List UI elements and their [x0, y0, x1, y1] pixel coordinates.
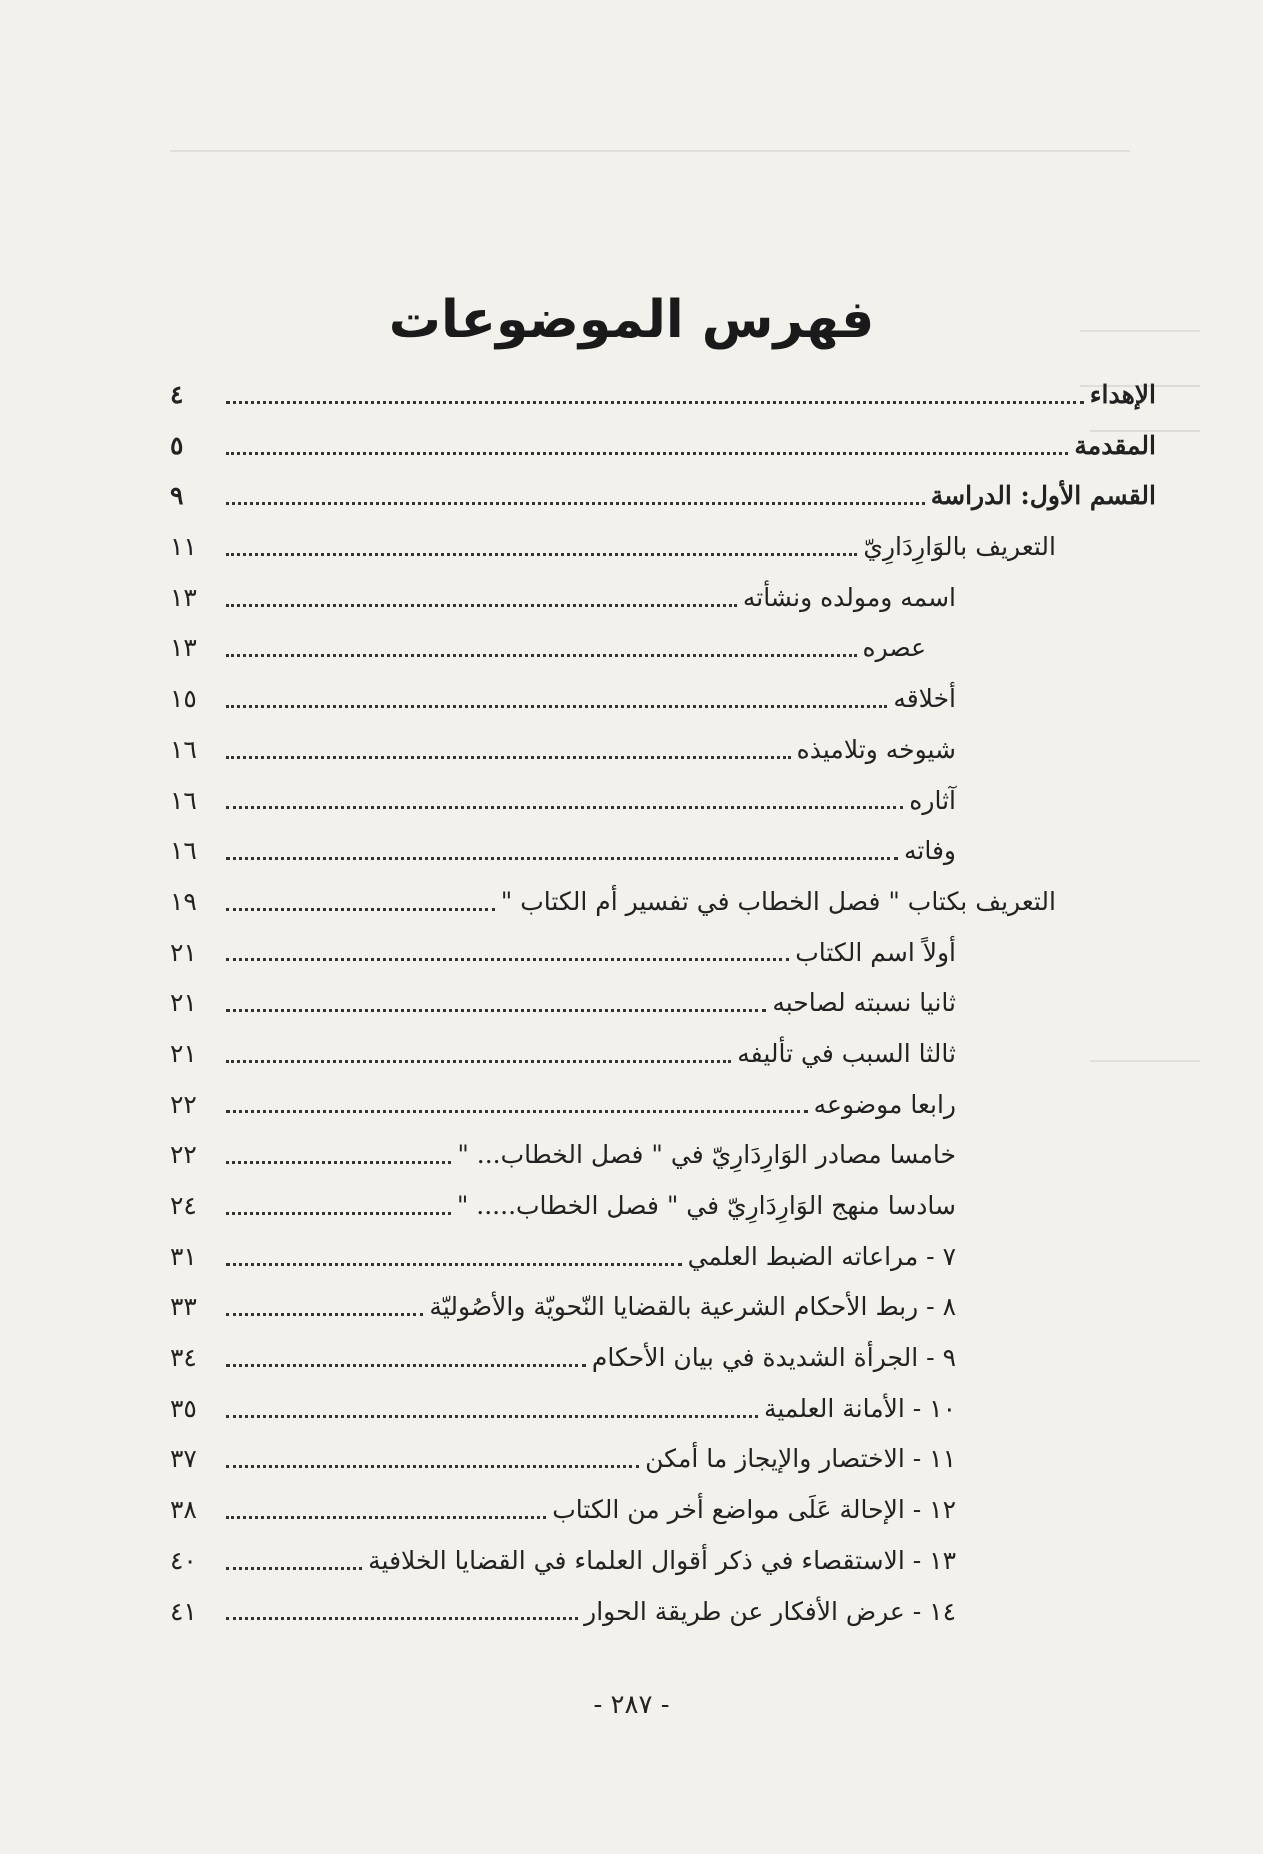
- toc-entry[interactable]: [170, 1434, 1156, 1485]
- page-number: - ٢٨٧ -: [593, 1690, 670, 1720]
- toc-entry[interactable]: [170, 1384, 1156, 1435]
- toc-entry-title: رابعا موضوعه: [813, 1089, 956, 1119]
- leader-dots: [226, 582, 737, 607]
- leader-dots: [226, 531, 857, 556]
- leader-dots: [226, 683, 887, 708]
- page-title: فهرس الموضوعات: [388, 290, 875, 350]
- toc-entry-page: ١١: [170, 532, 197, 562]
- leader-dots: [226, 1038, 731, 1063]
- toc-entry[interactable]: [170, 776, 1156, 827]
- toc-entry-page: ٢٤: [170, 1191, 197, 1220]
- leader-dots: [226, 1595, 578, 1620]
- toc-entry-title: عصره: [862, 633, 926, 663]
- toc-entry-page: ٩: [170, 481, 184, 511]
- toc-entry-title: ثالثا السبب في تأليفه: [737, 1038, 956, 1068]
- toc-entry-page: ٥: [170, 430, 184, 460]
- toc-entry-title: المقدمة: [1074, 430, 1156, 460]
- leader-dots: [226, 835, 898, 860]
- toc-entry-page: ١٦: [170, 836, 197, 866]
- toc-entry-title: ١٢ - الإحالة عَلَى مواضع أخر من الكتاب: [552, 1495, 956, 1525]
- toc-entry-title: ٧ - مراعاته الضبط العلمي: [687, 1241, 956, 1271]
- toc-entry-title: شيوخه وتلاميذه: [796, 734, 956, 764]
- leader-dots: [226, 784, 903, 809]
- toc-entry[interactable]: [170, 1485, 1156, 1536]
- leader-dots: [226, 987, 766, 1012]
- toc-entry[interactable]: [170, 1130, 1156, 1181]
- toc-entry-page: ١٣: [170, 633, 197, 663]
- toc-entry-page: ٣٥: [170, 1393, 197, 1423]
- toc-entry[interactable]: [170, 928, 1156, 979]
- toc-entry-page: ٢٢: [170, 1140, 197, 1170]
- toc-entry[interactable]: [170, 1333, 1156, 1384]
- toc-entry-title: أخلاقه: [893, 684, 956, 714]
- toc-entry[interactable]: [170, 674, 1156, 725]
- toc-entry-title: القسم الأول: الدراسة: [930, 481, 1156, 511]
- toc-entry[interactable]: [170, 1029, 1156, 1080]
- toc-entry[interactable]: [170, 573, 1156, 624]
- leader-dots: [226, 632, 857, 657]
- toc-entry-page: ٣٤: [170, 1343, 197, 1373]
- toc-entry-title: خامسا مصادر الوَارِدَارِيّ في " فصل الخطاب... ": [457, 1140, 956, 1170]
- toc-entry-page: ٣٨: [170, 1495, 197, 1525]
- leader-dots: [226, 1088, 808, 1113]
- toc-entry-page: ٣٣: [170, 1292, 197, 1322]
- toc-entry-title: التعريف بكتاب " فصل الخطاب في تفسير أم الكتاب ": [500, 886, 1056, 916]
- toc-entry-title: وفاته: [903, 836, 956, 866]
- toc-entry-title: سادسا منهج الوَارِدَارِيّ في " فصل الخطاب..... ": [456, 1191, 956, 1220]
- toc-entry-page: ٤: [170, 380, 184, 409]
- toc-entry-page: ٤١: [170, 1596, 197, 1626]
- toc-entry[interactable]: [170, 471, 1156, 522]
- toc-entry-page: ٤٠: [170, 1545, 197, 1575]
- toc-entry-title: ثانيا نسبته لصاحبه: [772, 988, 956, 1018]
- toc-entry[interactable]: [170, 1181, 1156, 1232]
- toc-entry[interactable]: [170, 1536, 1156, 1587]
- toc-entry[interactable]: [170, 370, 1156, 421]
- toc-entry-title: ٩ - الجرأة الشديدة في بيان الأحكام: [591, 1343, 956, 1373]
- toc-entry[interactable]: [170, 522, 1156, 573]
- leader-dots: [226, 886, 495, 911]
- toc-entry[interactable]: [170, 877, 1156, 928]
- leader-dots: [226, 1494, 546, 1519]
- leader-dots: [226, 1190, 451, 1215]
- toc-entry[interactable]: [170, 1232, 1156, 1283]
- leader-dots: [226, 1342, 586, 1367]
- toc-entry-title: أولاً اسم الكتاب: [795, 937, 956, 967]
- toc-entry[interactable]: [170, 826, 1156, 877]
- leader-dots: [226, 379, 1084, 404]
- leader-dots: [226, 430, 1068, 455]
- toc-entry[interactable]: [170, 1587, 1156, 1638]
- toc-entry-page: ٢١: [170, 988, 197, 1018]
- leader-dots: [226, 1291, 423, 1316]
- toc-entry-title: اسمه ومولده ونشأته: [742, 582, 956, 612]
- leader-dots: [226, 936, 789, 961]
- toc-entry-page: ٣١: [170, 1241, 197, 1271]
- toc-entry-page: ٢٢: [170, 1089, 197, 1119]
- toc-entry[interactable]: [170, 978, 1156, 1029]
- toc-entry-page: ٢١: [170, 1038, 197, 1068]
- table-of-contents: [170, 370, 1156, 1637]
- toc-entry[interactable]: [170, 725, 1156, 776]
- toc-entry-title: آثاره: [909, 785, 956, 815]
- leader-dots: [226, 480, 925, 505]
- toc-entry-title: ١٠ - الأمانة العلمية: [763, 1393, 956, 1423]
- toc-entry-title: التعريف بالوَارِدَارِيّ: [863, 532, 1056, 562]
- leader-dots: [226, 1443, 639, 1468]
- toc-entry-title: ٨ - ربط الأحكام الشرعية بالقضايا النّحويّة والأصُوليّة: [429, 1292, 956, 1322]
- leader-dots: [226, 1393, 758, 1418]
- toc-entry[interactable]: [170, 421, 1156, 472]
- leader-dots: [226, 1139, 451, 1164]
- leader-dots: [226, 1241, 682, 1266]
- toc-entry-page: ١٦: [170, 785, 197, 815]
- toc-entry-page: ١٩: [170, 886, 197, 916]
- toc-entry-title: ١٣ - الاستقصاء في ذكر أقوال العلماء في القضايا الخلافية: [368, 1545, 956, 1575]
- leader-dots: [226, 1545, 362, 1570]
- toc-entry[interactable]: [170, 623, 1156, 674]
- toc-entry-title: الإهداء: [1089, 380, 1156, 409]
- toc-entry[interactable]: [170, 1282, 1156, 1333]
- toc-entry-title: ١٤ - عرض الأفكار عن طريقة الحوار: [584, 1596, 956, 1626]
- toc-entry-page: ٢١: [170, 937, 197, 967]
- toc-entry-title: ١١ - الاختصار والإيجاز ما أمكن: [645, 1444, 956, 1474]
- toc-entry-page: ٣٧: [170, 1444, 197, 1474]
- toc-entry[interactable]: [170, 1080, 1156, 1131]
- toc-entry-page: ١٦: [170, 734, 197, 764]
- leader-dots: [226, 734, 791, 759]
- toc-entry-page: ١٣: [170, 582, 197, 612]
- toc-entry-page: ١٥: [170, 684, 197, 714]
